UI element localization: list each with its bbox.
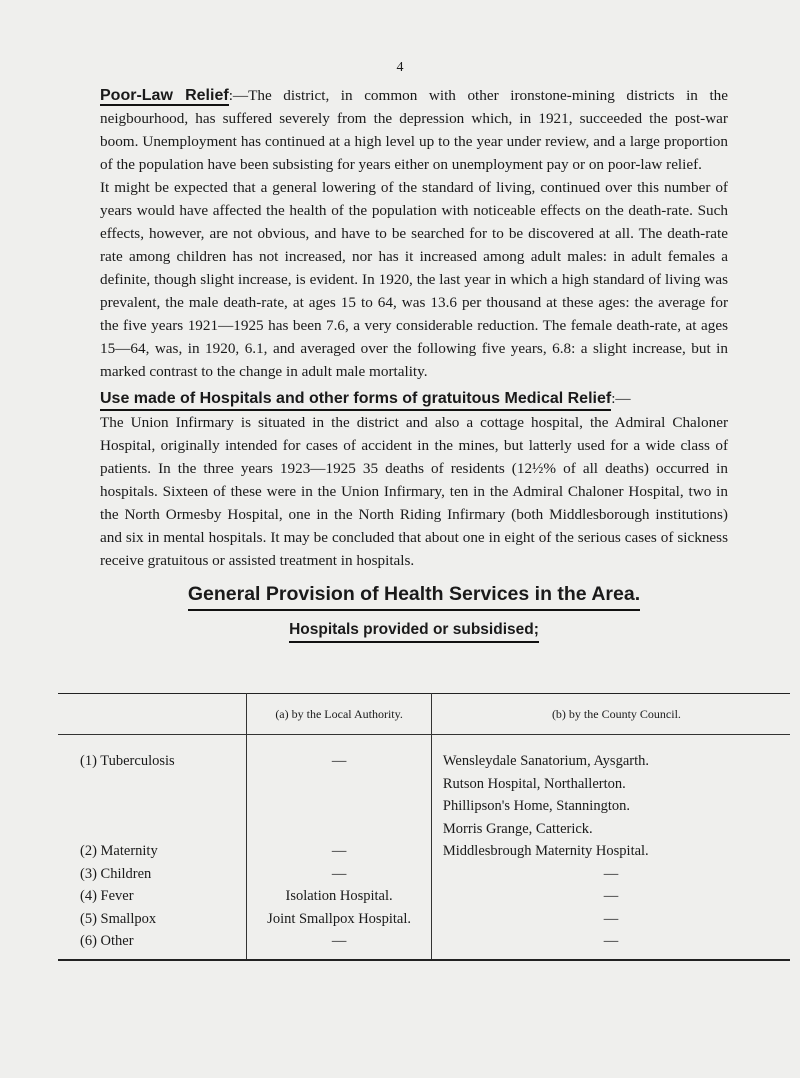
row-category <box>58 773 247 796</box>
table-header-row <box>58 694 790 735</box>
row-category <box>58 818 247 841</box>
row-local: Isolation Hospital. <box>247 885 432 908</box>
hospitals-table <box>58 693 790 961</box>
row-county: Phillipson's Home, Stannington. <box>431 795 790 818</box>
table-row <box>58 750 790 773</box>
table-row <box>58 908 790 931</box>
hospitals-use-heading-suffix: :— <box>611 390 631 407</box>
row-local: — <box>247 863 432 886</box>
table-row <box>58 840 790 863</box>
page-number: 4 <box>396 60 404 75</box>
hospitals-use-paragraph: The Union Infirmary is situated in the district and also a cottage hospital, the Admiral Chaloner Hospital, originally intended for cases of accident in the mines, but latterly used for a wide class of patients. In the three years 1923—1925 35 deaths of residents (12½% of all deaths) occurred in hospitals. Sixteen of these were in the Union Infirmary, ten in the Admiral Chaloner Hospital, two in the North Ormesby Hospital, one in the North Riding Infirmary (both Middlesborough institutions) and six in mental hospitals. It may be concluded that about one in eight of the serious cases of sickness receive gratuitous or assisted treatment in hospitals. <box>100 414 728 569</box>
row-category: (2) Maternity <box>80 843 158 859</box>
row-county: — <box>431 863 790 886</box>
row-category: (4) Fever <box>80 888 134 904</box>
table-row <box>58 885 790 908</box>
table-row <box>58 863 790 886</box>
table-header-local-authority: (a) by the Local Authority. <box>247 694 432 735</box>
row-local <box>247 773 432 796</box>
row-local <box>247 795 432 818</box>
table-row <box>58 930 790 953</box>
row-category <box>58 795 247 818</box>
table-row <box>58 818 790 841</box>
general-provision-title-block <box>100 580 728 643</box>
table-header-category <box>58 694 247 735</box>
row-category: (3) Children <box>80 865 152 882</box>
row-category: (6) Other <box>80 933 134 949</box>
row-local: Joint Smallpox Hospital. <box>247 908 432 931</box>
row-county: — <box>431 930 790 953</box>
poor-law-heading: Poor-Law Relief <box>100 87 229 104</box>
row-local: — <box>247 750 432 773</box>
table-header-county-council: (b) by the County Council. <box>431 694 790 735</box>
row-category: (1) Tuberculosis <box>80 753 175 769</box>
row-county: Wensleydale Sanatorium, Aysgarth. <box>431 750 790 773</box>
poor-law-paragraph-2: It might be expected that a general lowering of the standard of living, continued over this number of years would have affected the health of the population with noticeable effects on the death-rate. Such effects, however, are not obvious, and have to be searched for to be discovered at all. The death-rate rate among children has not increased, nor has it increased among adult males: in adult females a definite, though slight increase, is evident. In 1920, the last year in which a high standard of living was prevalent, the male death-rate, at ages 15 to 64, was 13.6 per thousand at these ages: the average for the five years 1921—1925 has been 7.6, a very considerable reduction. The female death-rate, at ages 15—64, was, in 1920, 6.1, and averaged over the following five years, 6.8: a slight increase, but in marked contrast to the change in adult male mortality. <box>100 179 728 380</box>
row-county: Morris Grange, Catterick. <box>431 818 790 841</box>
row-county: Middlesbrough Maternity Hospital. <box>431 840 790 863</box>
hospitals-use-heading: Use made of Hospitals and other forms of gratuitous Medical Relief <box>100 389 611 411</box>
table-row <box>58 795 790 818</box>
general-provision-title: General Provision of Health Services in the Area. <box>188 580 640 611</box>
hospitals-use-heading-line <box>100 383 728 411</box>
row-category: (5) Smallpox <box>80 910 157 927</box>
row-county: — <box>431 908 790 931</box>
row-county: Rutson Hospital, Northallerton. <box>431 773 790 796</box>
poor-law-text: :—The district, in common with other ironstone-mining districts in the neigbourhood, has suffered severely from the depression which, in 1921, succeeded the post-war boom. Unemployment has continued at a high level up to the year under review, and a large proportion of the population have been subsisting for years either on unemployment pay or on poor-law relief. <box>100 87 729 173</box>
poor-law-paragraph <box>100 84 728 176</box>
row-local <box>247 818 432 841</box>
row-local: — <box>247 930 432 953</box>
hospitals-provided-subtitle: Hospitals provided or subsidised; <box>289 619 539 643</box>
document-body <box>100 84 728 643</box>
row-local: — <box>247 840 432 863</box>
table-row <box>58 773 790 796</box>
row-county: — <box>431 885 790 908</box>
